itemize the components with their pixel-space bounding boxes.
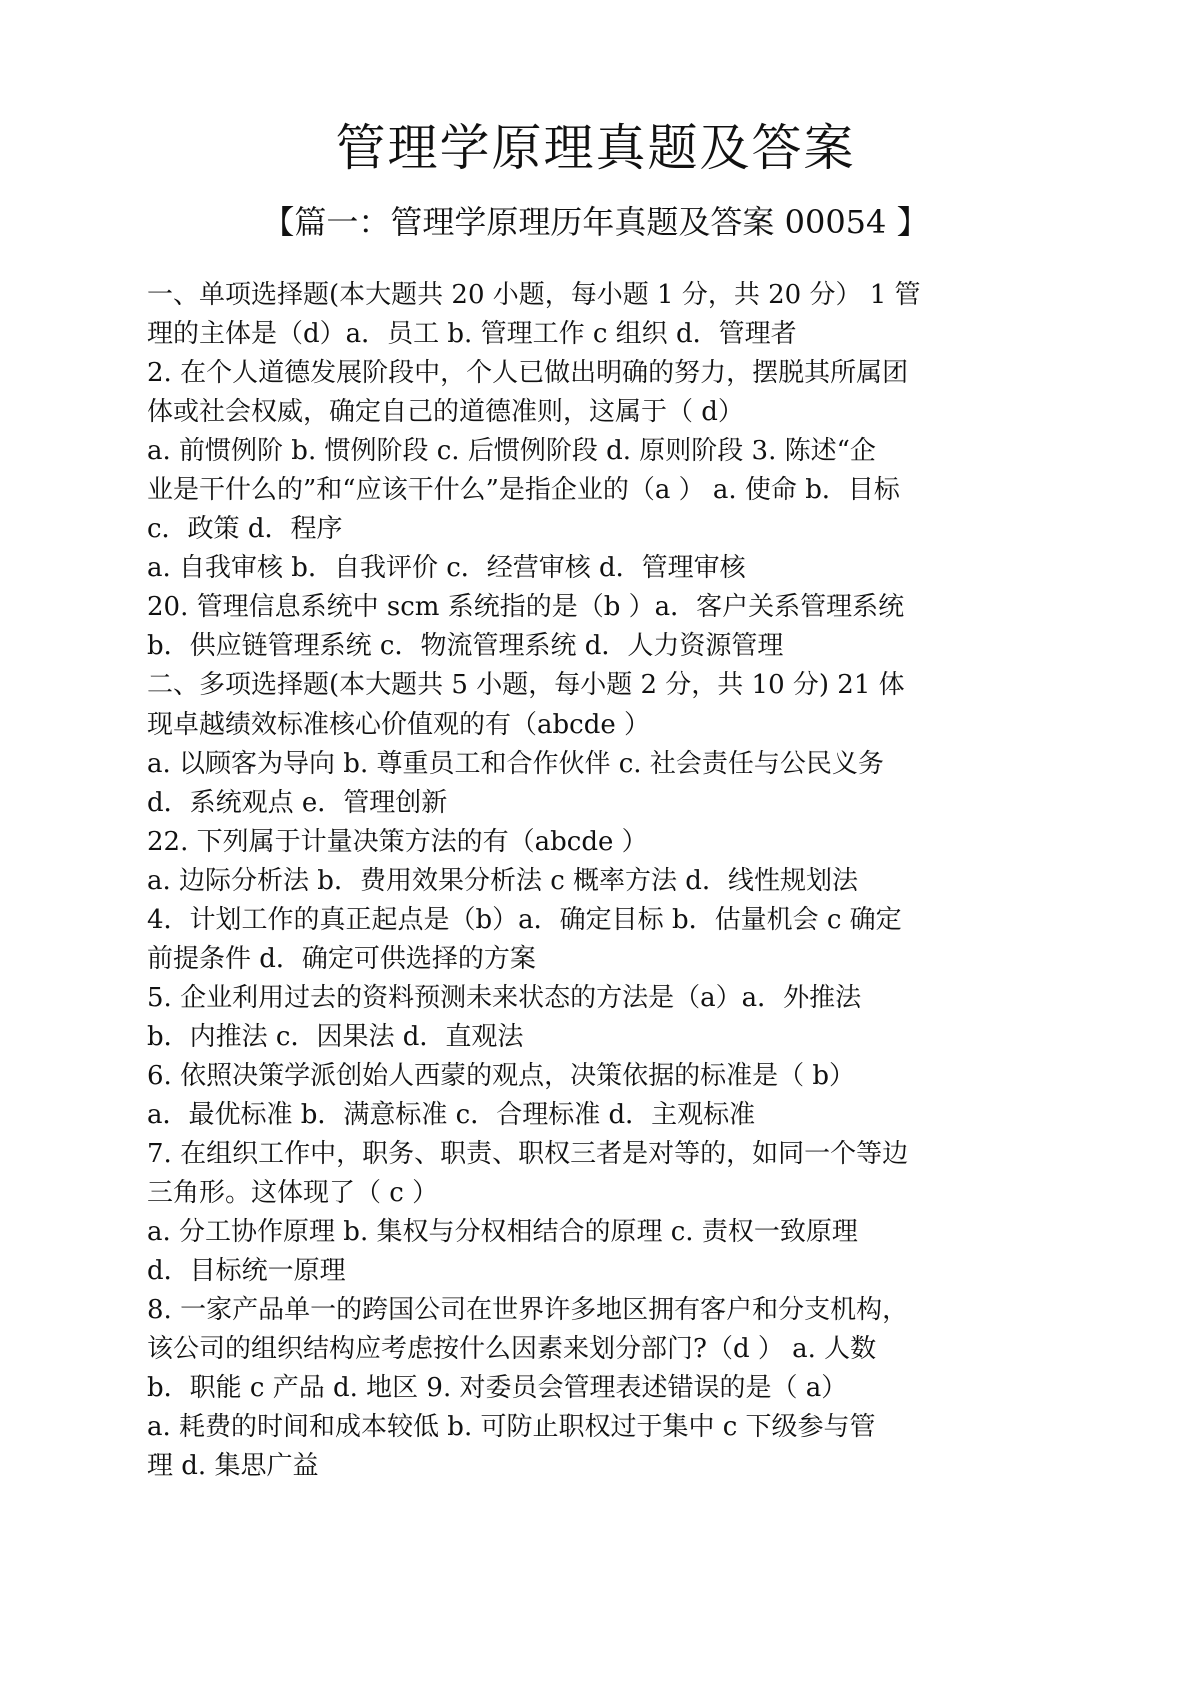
text-line: 体或社会权威，确定自己的道德准则，这属于（ d）	[147, 397, 744, 428]
text-line: a. 耗费的时间和成本较低 b. 可防止职权过于集中 c 下级参与管	[147, 1412, 876, 1443]
text-line: b．供应链管理系统 c．物流管理系统 d．人力资源管理	[147, 631, 784, 662]
text-line: 业是干什么的”和“应该干什么”是指企业的（a ） a. 使命 b．目标	[147, 475, 900, 506]
text-line: 理的主体是（d）a．员工 b. 管理工作 c 组织 d．管理者	[147, 319, 797, 350]
text-line: 6. 依照决策学派创始人西蒙的观点，决策依据的标准是（ b）	[147, 1060, 855, 1091]
page-title: 管理学原理真题及答案	[335, 119, 856, 177]
text-line: 二、多项选择题(本大题共 5 小题，每小题 2 分，共 10 分) 21 体	[147, 670, 905, 701]
document-body	[147, 276, 1047, 1486]
text-line: 8. 一家产品单一的跨国公司在世界许多地区拥有客户和分支机构，	[147, 1295, 909, 1326]
text-line: 7. 在组织工作中，职务、职责、职权三者是对等的，如同一个等边	[147, 1139, 909, 1170]
text-line: a. 分工协作原理 b. 集权与分权相结合的原理 c. 责权一致原理	[147, 1217, 858, 1248]
text-line: a. 边际分析法 b．费用效果分析法 c 概率方法 d．线性规划法	[147, 865, 858, 896]
text-line: b．职能 c 产品 d. 地区 9. 对委员会管理表述错误的是（ a）	[147, 1373, 848, 1404]
text-line: a. 以顾客为导向 b. 尊重员工和合作伙伴 c. 社会责任与公民义务	[147, 748, 884, 779]
text-line: 4．计划工作的真正起点是（b）a．确定目标 b．估量机会 c 确定	[147, 904, 902, 935]
text-line: 前提条件 d．确定可供选择的方案	[147, 943, 536, 974]
text-line: 20. 管理信息系统中 scm 系统指的是（b ）a．客户关系管理系统	[147, 592, 905, 623]
text-line: 2. 在个人道德发展阶段中，个人已做出明确的努力，摆脱其所属团	[147, 358, 909, 389]
text-line: 理 d. 集思广益	[147, 1451, 319, 1482]
text-line: 三角形。这体现了（ c ）	[147, 1178, 439, 1209]
text-line: a. 自我审核 b．自我评价 c．经营审核 d．管理审核	[147, 553, 746, 584]
text-line: 一、单项选择题(本大题共 20 小题，每小题 1 分，共 20 分） 1 管	[147, 280, 921, 310]
text-line: d．目标统一原理	[147, 1256, 346, 1287]
text-line: 该公司的组织结构应考虑按什么因素来划分部门?（d ） a. 人数	[147, 1334, 877, 1365]
page-subtitle: 【篇一：管理学原理历年真题及答案 00054 】	[262, 203, 929, 241]
text-line: 5. 企业利用过去的资料预测未来状态的方法是（a）a．外推法	[147, 982, 862, 1013]
text-line: 现卓越绩效标准核心价值观的有（abcde ）	[147, 709, 651, 740]
text-line: a. 前惯例阶 b. 惯例阶段 c. 后惯例阶段 d. 原则阶段 3. 陈述“企	[147, 436, 876, 467]
text-line: 22. 下列属于计量决策方法的有（abcde ）	[147, 826, 648, 857]
text-line: b．内推法 c．因果法 d．直观法	[147, 1021, 524, 1052]
text-line: d．系统观点 e．管理创新	[147, 787, 448, 818]
text-line: a．最优标准 b．满意标准 c．合理标准 d．主观标准	[147, 1099, 756, 1130]
text-line: c．政策 d．程序	[147, 514, 343, 545]
